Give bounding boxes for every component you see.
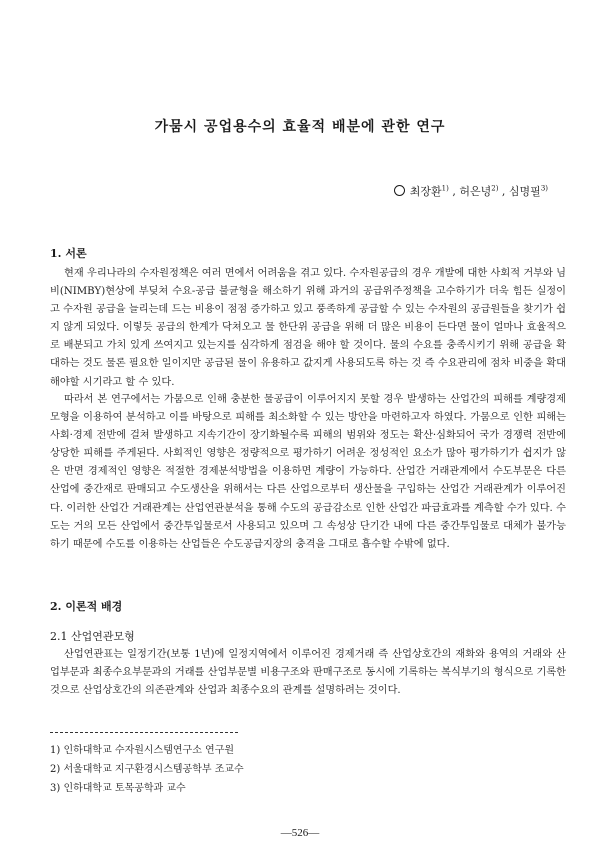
subsection-heading: 2.1 산업연관모형 — [50, 630, 135, 643]
author-line — [394, 183, 548, 199]
author-separator: , — [448, 185, 460, 198]
section-heading-background: 2. 이론적 배경 — [50, 600, 123, 613]
intro-paragraph: 현재 우리나라의 수자원정책은 여러 면에서 어려움을 겪고 있다. 수자원공급의 경우 개발에 대한 사회적 거부와 님비(NIMBY)현상에 부딪쳐 수요-공급 불균형을 해소하기 위해 과거의 공급위주정책을 고수하기가 더욱 힘든 실정이고 수자원 공급을 늘리는데 드는 비용이 점점 증가하고 있고 풍족하게 공급할 수 있는 수자원의 공급원들을 찾기가 쉽지 않게 되었다. 이렇듯 공급의 한계가 닥쳐오고 물 한단위 공급을 위해 더 많은 비용이 든다면 물이 얼마나 효율적으로 배분되고 가치 있게 쓰여지고 있는지를 심각하게 점검을 해야 할 것이다. 물의 수요를 충족시키기 위해 공급을 확대하는 것도 물론 필요한 일이지만 공급된 물이 유용하고 값지게 사용되도록 하는 것 즉 수요관리에 점차 비중을 확대해야할 시기라고 할 수 있다. — [50, 268, 566, 388]
author-footnote-mark: 1) — [441, 184, 449, 193]
author-name: 심명필 — [508, 185, 541, 198]
section-heading-introduction: 1. 서론 — [50, 247, 87, 260]
author-footnote-mark: 2) — [491, 184, 499, 193]
footnote-divider — [50, 732, 238, 733]
author-name: 최장환 — [409, 185, 442, 198]
author-separator: , — [498, 185, 509, 198]
footnote: 2) 서울대학교 지구환경시스템공학부 조교수 — [50, 764, 244, 775]
footnote: 1) 인하대학교 수자원시스템연구소 연구원 — [50, 745, 235, 756]
intro-paragraph: 따라서 본 연구에서는 가뭄으로 인해 충분한 물공급이 이루어지지 못할 경우 발생하는 산업간의 피해를 계량경제 모형을 이용하여 분석하고 이를 바탕으로 피해를 최소화할 수 있는 방안을 마련하고자 하였다. 가뭄으로 인한 피해는 사회·경제 전반에 걸쳐 발생하고 지속기간이 장기화될수록 피해의 범위와 정도는 확산·심화되어 국가 경쟁력 전반에 상당한 피해를 주게된다. 사회적인 영향은 정량적으로 평가하기 어려운 정성적인 요소가 많아 평가하기가 쉽지가 않은 반면 경제적인 영향은 적절한 경제분석방법을 이용하면 계량이 가능하다. 산업간 거래관계에서 수도부문은 다른 산업에 중간재로 판매되고 수도생산을 위해서는 다른 산업으로부터 생산물을 구입하는 산업간 거래관계가 이루어진다. 이러한 산업간 거래관계는 산업연관분석을 통해 수도의 공급감소로 인한 산업간 파급효과를 계측할 수가 있다. 수도는 거의 모든 산업에서 중간투입물로서 사용되고 있으며 그 속성상 단기간 내에 다른 중간투입물로 대체가 불가능하기 때문에 수도를 이용하는 산업들은 수도공급지장의 충격을 그대로 흡수할 수밖에 없다. — [50, 394, 566, 550]
footnote: 3) 인하대학교 토목공학과 교수 — [50, 783, 186, 794]
footnote-list — [50, 741, 244, 798]
author-footnote-mark: 3) — [540, 184, 548, 193]
presenter-circle-icon — [394, 185, 405, 196]
background-paragraph: 산업연관표는 일정기간(보통 1년)에 일정지역에서 이루어진 경제거래 즉 산업상호간의 재화와 용역의 거래와 산업부문과 최종수요부문과의 거래를 산업부문별 비용구조와 판매구조로 동시에 기록하는 복식부기의 형식으로 기록한 것으로 산업상호간의 의존관계와 산업과 최종수요의 관계를 설명하려는 것이다. — [50, 649, 566, 697]
page-number: —526— — [280, 827, 320, 839]
paper-title: 가뭄시 공업용수의 효율적 배분에 관한 연구 — [154, 119, 446, 135]
author-name: 허은녕 — [459, 185, 492, 198]
